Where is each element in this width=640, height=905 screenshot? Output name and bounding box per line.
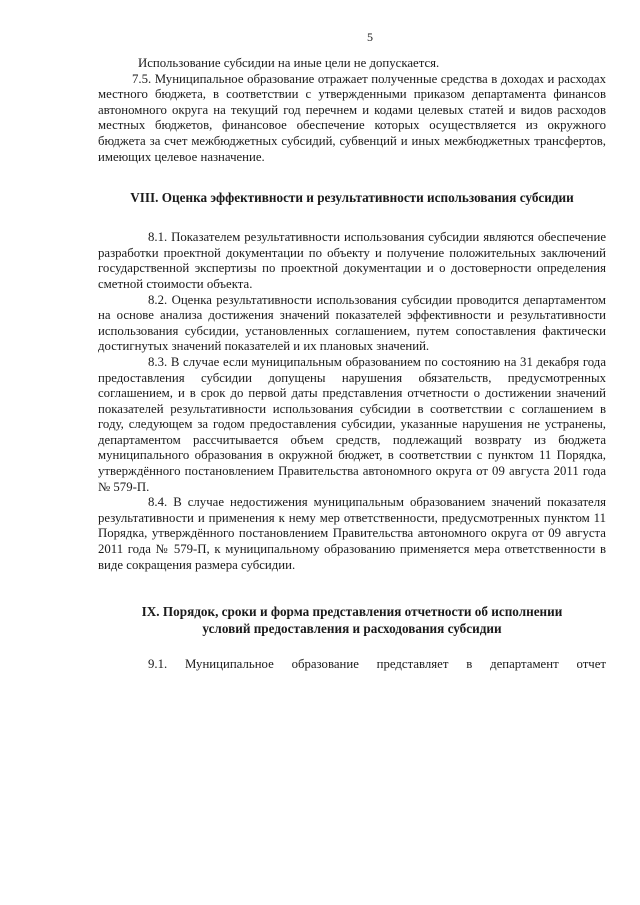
document-body <box>98 56 606 673</box>
paragraph: Использование субсидии на иные цели не допускается. <box>138 56 440 70</box>
paragraph: 8.2. Оценка результативности использования субсидии проводится департаментом на основе анализа достижения значений показателей эффективности и результативности использования субсидии, установленных соглашением, путем сопоставления фактически достигнутых значений показателей и их плановых значений. <box>98 292 606 354</box>
page-number: 5 <box>367 30 373 44</box>
paragraph: 8.1. Показателем результативности использования субсидии являются обеспечение разработки проектной документации по объекту и получение положительных заключений государственной экспертизы по проектной документации и о достоверности определения сметной стоимости объекта. <box>98 230 606 291</box>
paragraph: 8.3. В случае если муниципальным образованием по состоянию на 31 декабря года предоставления субсидии допущены нарушения обязательств, предусмотренных соглашением, и в срок до первой даты представления отчетности о достижении значений показателей результативности использования субсидии в соответствии с соглашением в году, следующем за годом предоставления субсидии, указанные нарушения не устранены, департаментом рассчитывается объем средств, подлежащий возврату из бюджета муниципального образования в окружной бюджет, в соответствии с пунктом 11 Порядка, утверждённого постановлением Правительства автономного округа от 09 августа 2011 года № 579-П. <box>98 354 606 494</box>
paragraph: 9.1. Муниципальное образование представляет в департамент отчет <box>148 657 606 672</box>
spacer <box>98 573 606 603</box>
section-heading-line: IX. Порядок, сроки и форма представления отчетности об исполнении <box>141 604 563 620</box>
section-heading: VIII. Оценка эффективности и результативности использования субсидии <box>130 190 574 206</box>
spacer <box>98 206 606 230</box>
paragraph: 8.4. В случае недостижения муниципальным образованием значений показателя результативности и применения к нему мер ответственности, предусмотренных пунктом 11 Порядка, утверждённого постановлением Правительства автономного округа от 09 августа 2011 года № 579-П, к муниципальному образованию применяется мера ответственности в виде сокращения размера субсидии. <box>98 495 606 572</box>
paragraph: 7.5. Муниципальное образование отражает полученные средства в доходах и расходах местного бюджета, в соответствии с утвержденными приказом департамента финансов автономного округа на текущий год перечнем и кодами целевых статей и видов расходов местных бюджетов, финансовое обеспечение которых осуществляется из окружного бюджета за счет межбюджетных субсидий, субвенций и иных межбюджетных трансфертов, имеющих целевое назначение. <box>98 71 606 164</box>
spacer <box>98 165 606 189</box>
section-heading <box>98 603 606 637</box>
section-heading-line: условий предоставления и расходования субсидии <box>202 621 502 637</box>
spacer <box>98 637 606 657</box>
